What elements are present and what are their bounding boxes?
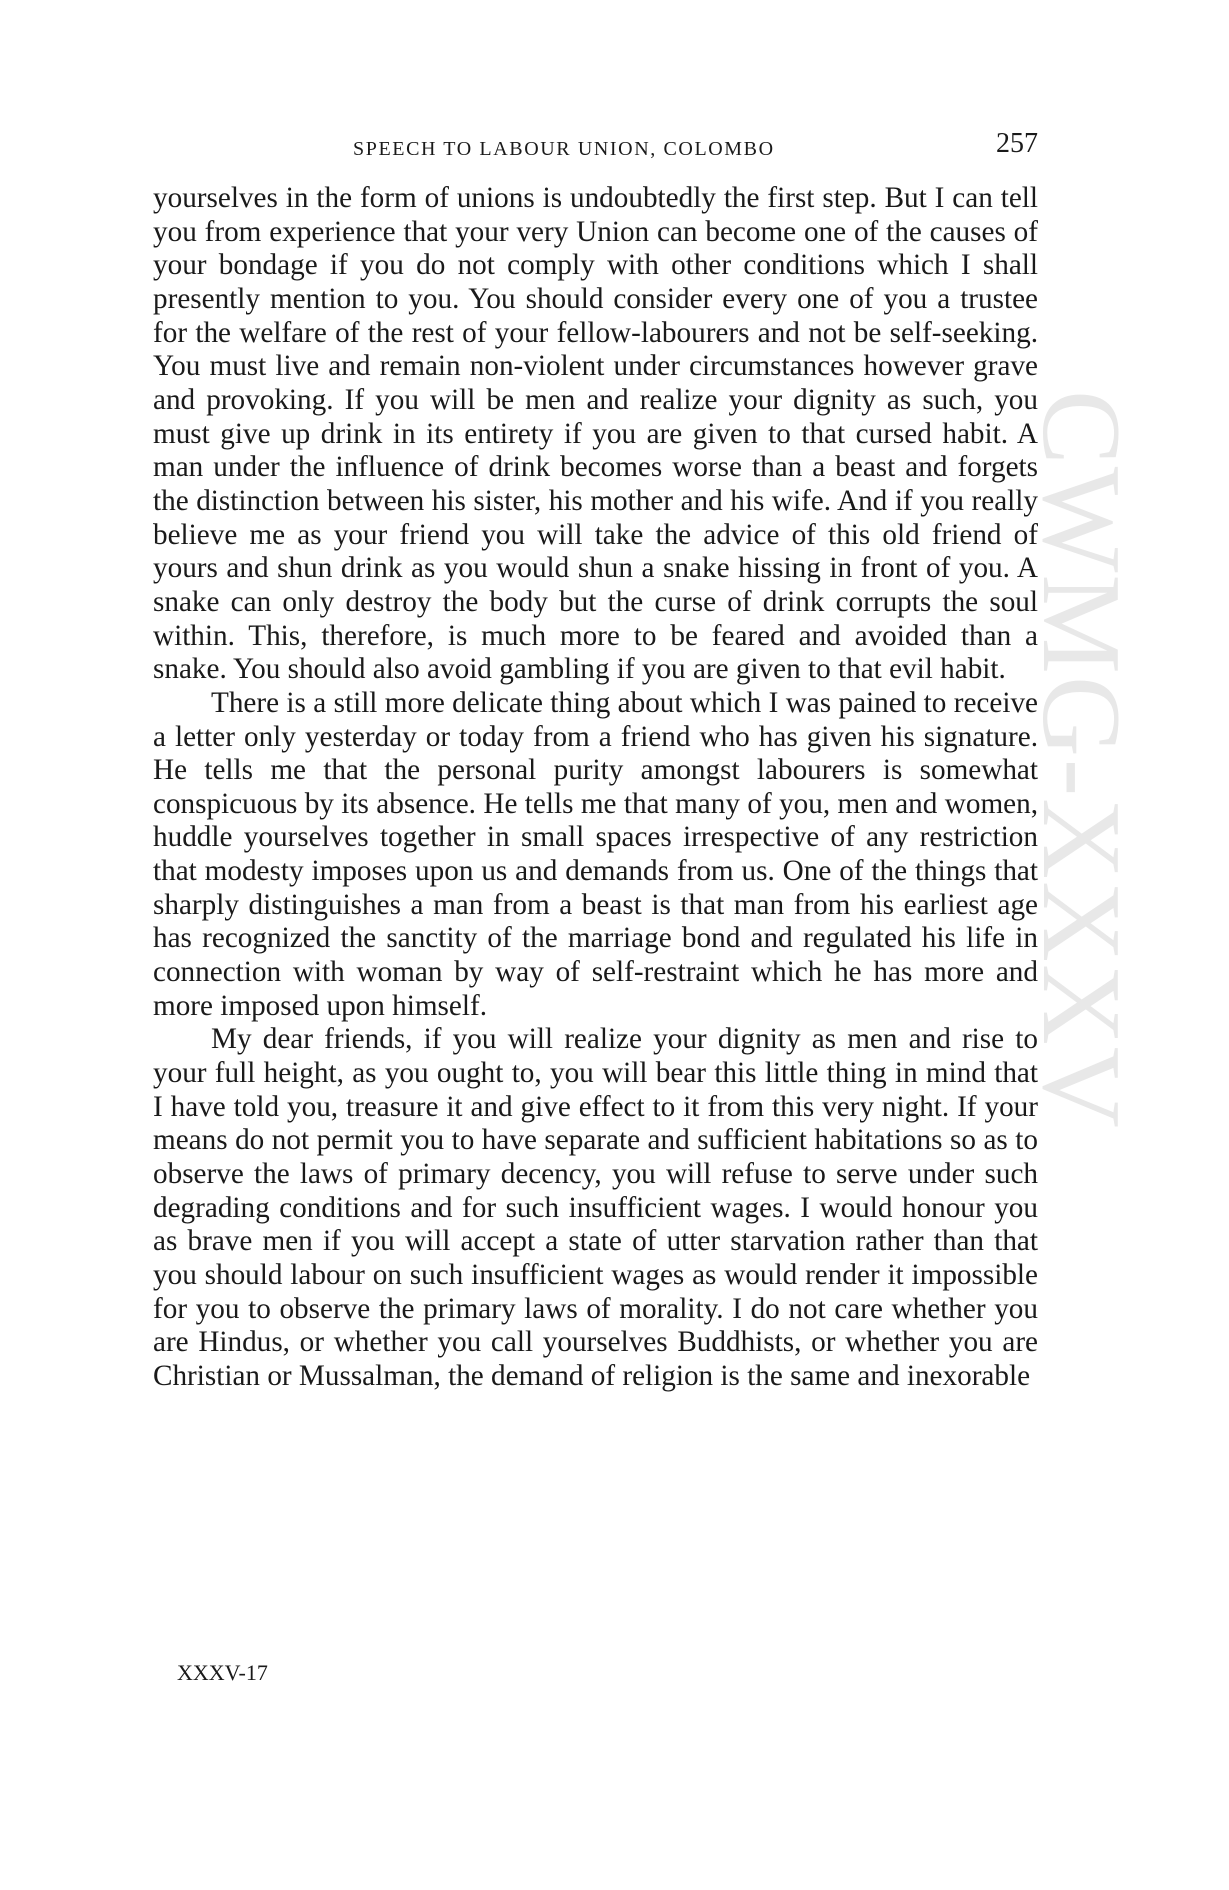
paragraph-continued: yourselves in the form of unions is undoubtedly the first step. But I can tell you from experience that your very Union can become one of the causes of your bondage if you do not comply with other conditions which I shall presently mention to you. You should consider every one of you a trustee for the welfare of the rest of your fellow-labourers and not be self-seeking. You must live and remain non-violent under circumstances however grave and provoking. If you will be men and realize your dignity as such, you must give up drink in its entirety if you are given to that cursed habit. A man under the influence of drink becomes worse than a beast and forgets the distinction between his sister, his mother and his wife. And if you really believe me as your friend you will take the advice of this old friend of yours and shun drink as you would shun a snake hissing in front of you. A snake can only destroy the body but the curse of drink corrupts the soul within. This, therefore, is much more to be feared and avoided than a snake. You should also avoid gambling if you are given to that evil habit.	[153, 182, 1038, 686]
body-text	[153, 182, 1038, 1394]
watermark-text: CWMG-XXXV	[1019, 390, 1143, 1130]
paragraph: There is a still more delicate thing about which I was pained to receive a letter only yesterday or today from a friend who has given his signature. He tells me that the personal purity amongst labourers is somewhat conspicuous by its absence. He tells me that many of you, men and women, huddle yourselves together in small spaces irrespective of any restriction that modesty imposes upon us and demands from us. One of the things that sharply distinguishes a man from a beast is that man from his earliest age has recognized the sanctity of the marriage bond and regulated his life in connection with woman by way of self-restraint which he has more and more imposed upon himself.	[153, 686, 1038, 1022]
page-header	[153, 128, 1038, 168]
paragraph: My dear friends, if you will realize your dignity as men and rise to your full height, as you ought to, you will bear this little thing in mind that I have told you, treasure it and give effect to it from this very night. If your means do not permit you to have separate and sufficient habitations so as to observe the laws of primary decency, you will refuse to serve under such degrading conditions and for such insufficient wages. I would honour you as brave men if you will accept a state of utter starvation rather than that you should labour on such insufficient wages as would render it impossible for you to observe the primary laws of morality. I do not care whether you are Hindus, or whether you call yourselves Buddhists, or whether you are Christian or Mussalman, the demand of religion is the same and inexorable	[153, 1023, 1038, 1392]
signature-mark: XXXV-17	[177, 1660, 268, 1685]
watermark	[1019, 390, 1145, 1490]
running-title: SPEECH TO LABOUR UNION, COLOMBO	[353, 138, 775, 160]
page-number: 257	[996, 128, 1038, 159]
